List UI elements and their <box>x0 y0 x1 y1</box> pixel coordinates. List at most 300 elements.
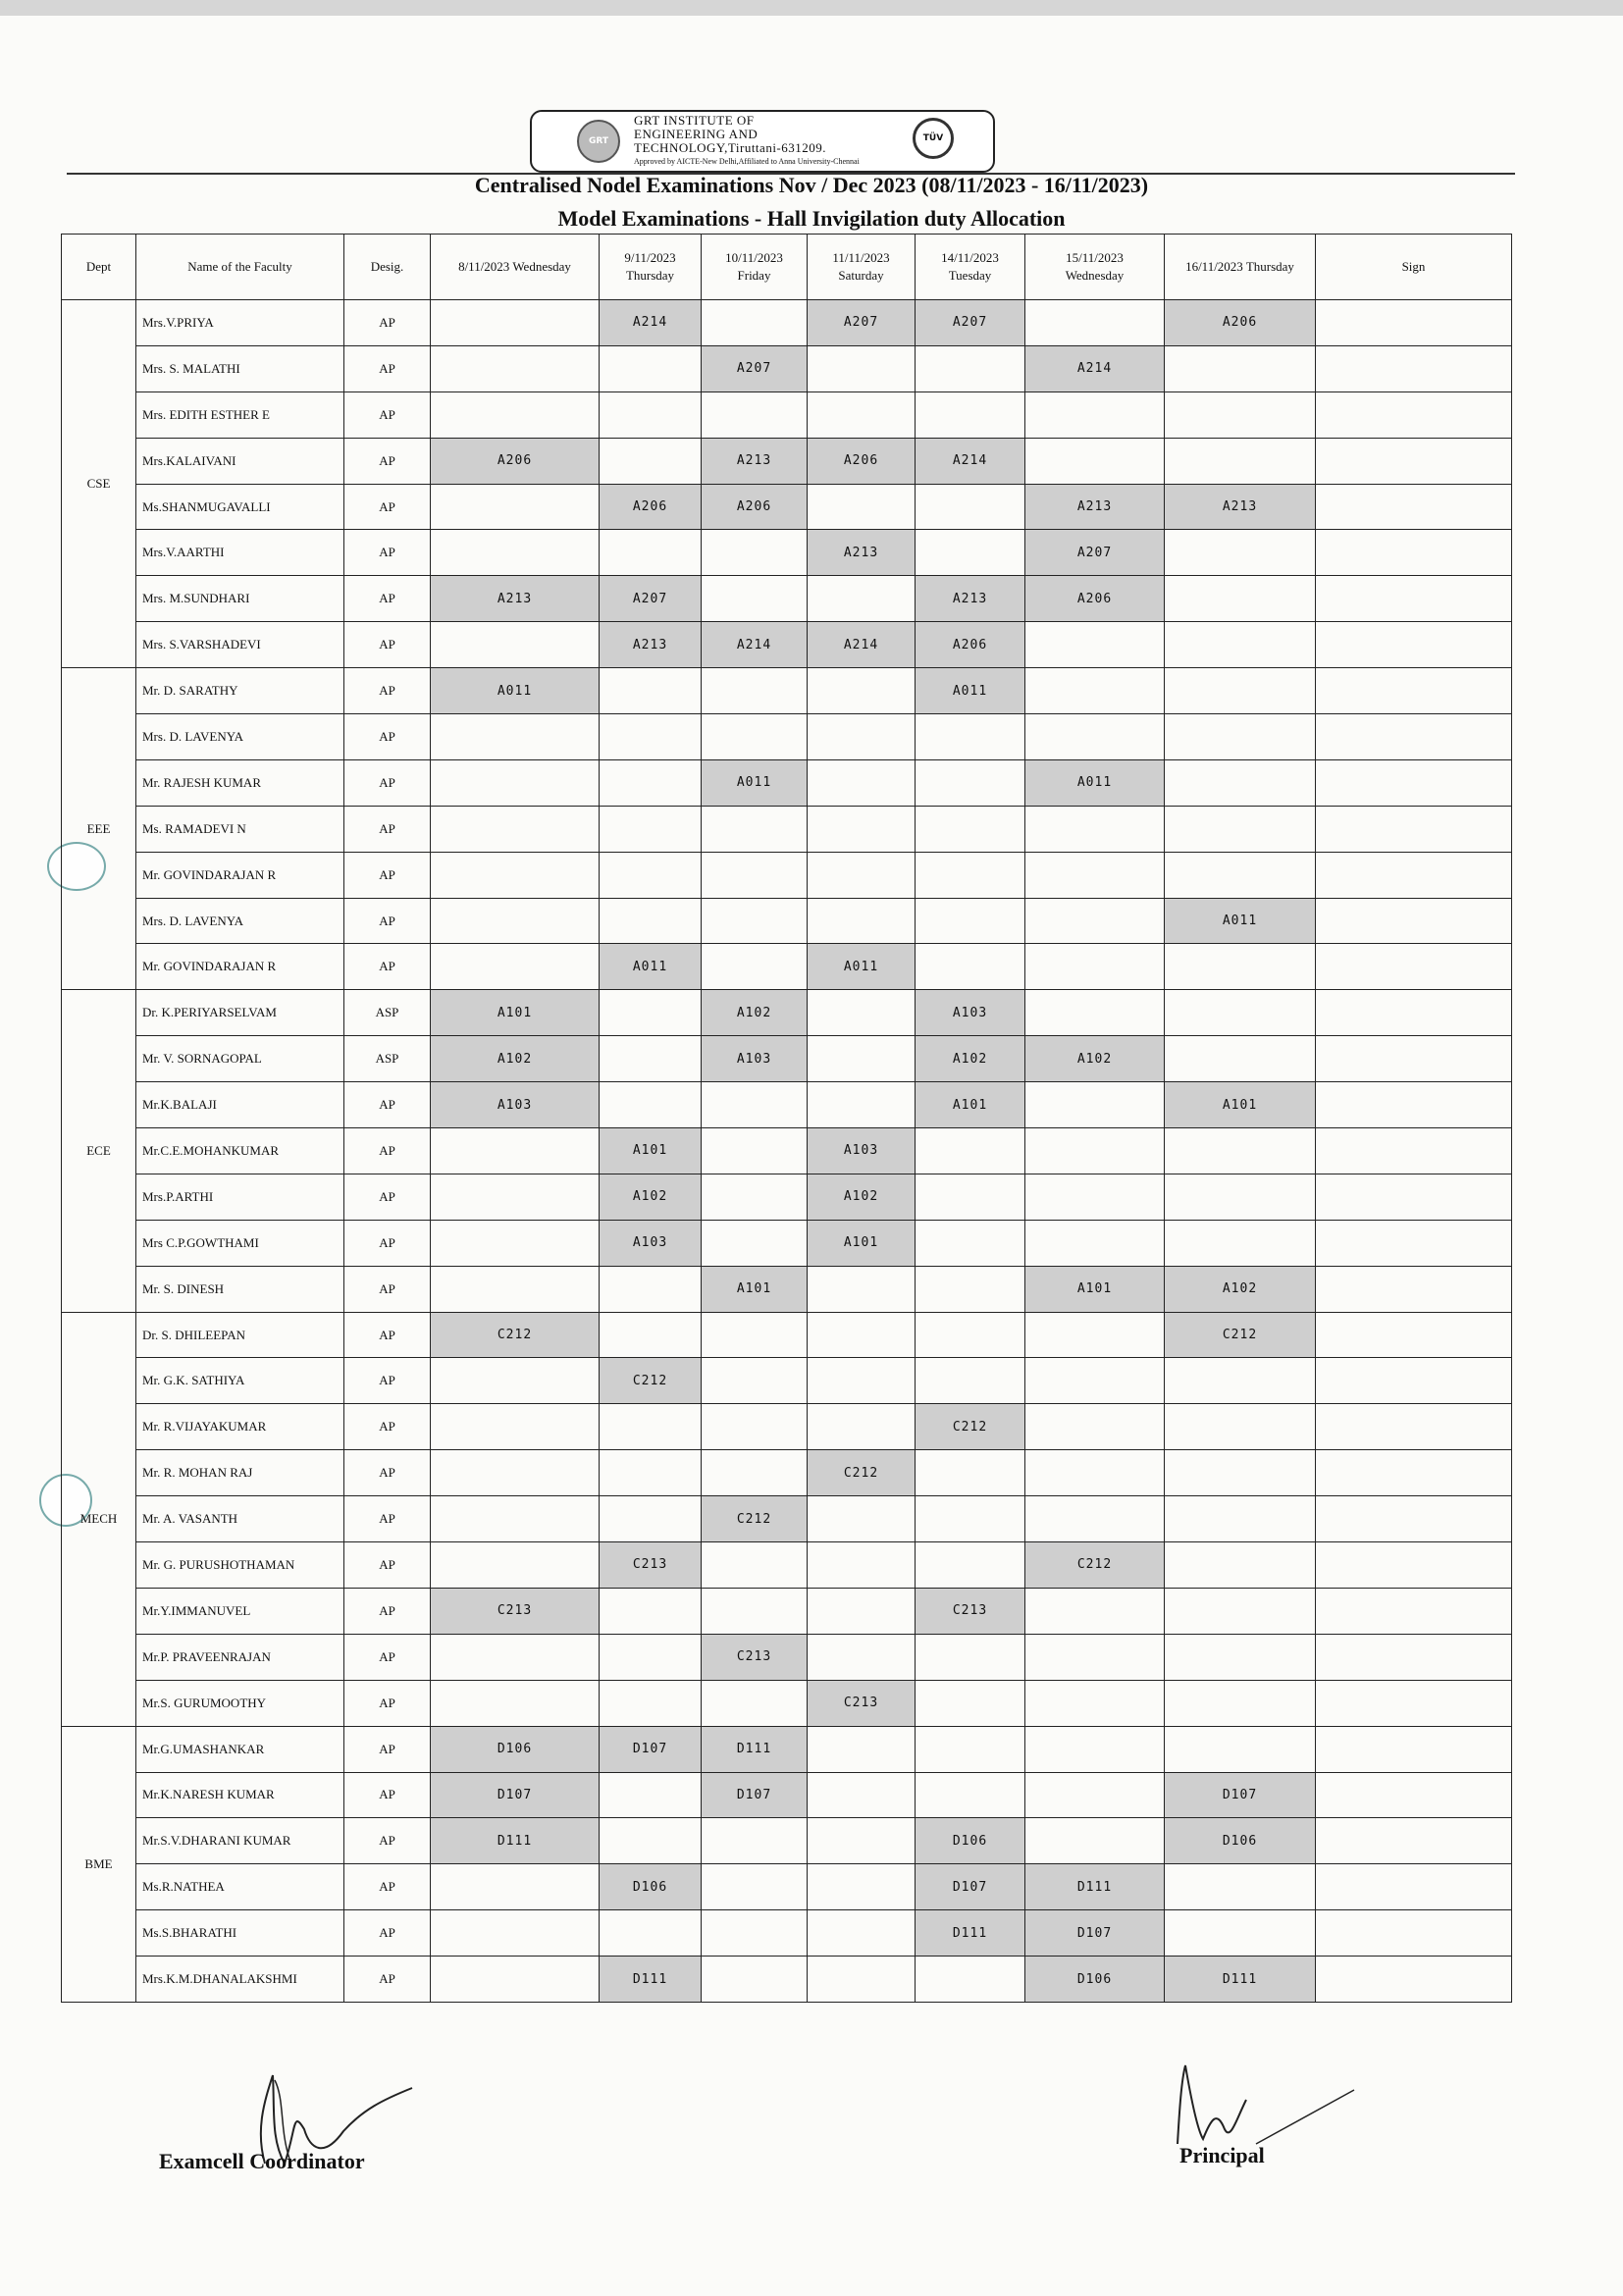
dept-cell: EEE <box>62 668 136 990</box>
hall-allocation-cell <box>702 1910 808 1957</box>
hall-allocation-cell: D107 <box>916 1864 1025 1910</box>
sign-cell <box>1316 1910 1512 1957</box>
hall-allocation-cell: D111 <box>600 1957 702 2003</box>
table-row <box>62 1082 1512 1128</box>
hall-allocation-cell <box>808 1588 916 1634</box>
hall-allocation-cell <box>1165 1910 1316 1957</box>
institute-name-line2: ENGINEERING AND <box>634 127 759 141</box>
designation-cell: AP <box>344 345 431 391</box>
dept-cell: CSE <box>62 300 136 668</box>
hall-allocation-cell <box>431 806 600 852</box>
col-date-6-day: Wednesday <box>1065 268 1125 283</box>
hall-allocation-cell: C213 <box>600 1542 702 1589</box>
hall-allocation-cell <box>702 1220 808 1266</box>
hall-allocation-cell <box>1025 1082 1165 1128</box>
hall-allocation-cell <box>916 530 1025 576</box>
designation-cell: AP <box>344 1957 431 2003</box>
sign-cell <box>1316 1358 1512 1404</box>
hall-allocation-cell <box>1025 668 1165 714</box>
hall-allocation-cell: C212 <box>808 1450 916 1496</box>
hall-allocation-cell: A102 <box>916 1036 1025 1082</box>
faculty-name-cell: Dr. K.PERIYARSELVAM <box>136 990 344 1036</box>
designation-cell: AP <box>344 806 431 852</box>
faculty-name-cell: Mrs. D. LAVENYA <box>136 714 344 760</box>
hall-allocation-cell <box>916 1128 1025 1174</box>
table-row <box>62 1588 1512 1634</box>
hall-allocation-cell: A103 <box>431 1082 600 1128</box>
sign-cell <box>1316 1036 1512 1082</box>
hall-allocation-cell: A101 <box>702 1266 808 1312</box>
designation-cell: AP <box>344 530 431 576</box>
hall-allocation-cell <box>1165 1634 1316 1680</box>
hall-allocation-cell <box>1165 990 1316 1036</box>
hall-allocation-cell: A102 <box>1025 1036 1165 1082</box>
sign-cell <box>1316 1680 1512 1726</box>
hall-allocation-cell: D107 <box>600 1726 702 1772</box>
sign-cell <box>1316 438 1512 484</box>
coordinator-signature-label: Examcell Coordinator <box>159 2149 365 2173</box>
dept-cell: BME <box>62 1726 136 2002</box>
hall-allocation-cell <box>600 1312 702 1358</box>
hall-allocation-cell <box>1165 345 1316 391</box>
sign-cell <box>1316 530 1512 576</box>
hall-allocation-cell <box>600 714 702 760</box>
hall-allocation-cell <box>808 990 916 1036</box>
hall-allocation-cell <box>600 1496 702 1542</box>
hall-allocation-cell: C213 <box>916 1588 1025 1634</box>
hall-allocation-cell <box>916 1957 1025 2003</box>
designation-cell: AP <box>344 852 431 898</box>
hall-allocation-cell <box>431 898 600 944</box>
hall-allocation-cell <box>1165 1680 1316 1726</box>
document-title: Centralised Nodel Examinations Nov / Dec 2023 (08/11/2023 - 16/11/2023) <box>474 173 1149 197</box>
faculty-name-cell: Mrs C.P.GOWTHAMI <box>136 1220 344 1266</box>
hall-allocation-cell <box>1165 759 1316 806</box>
designation-cell: ASP <box>344 1036 431 1082</box>
hall-allocation-cell <box>916 1542 1025 1589</box>
hall-allocation-cell <box>916 714 1025 760</box>
faculty-name-cell: Mr. RAJESH KUMAR <box>136 759 344 806</box>
col-date-1: 8/11/2023 Wednesday <box>431 235 600 300</box>
faculty-name-cell: Mr.K.BALAJI <box>136 1082 344 1128</box>
hall-allocation-cell: A101 <box>1165 1082 1316 1128</box>
hall-allocation-cell <box>431 944 600 990</box>
hall-allocation-cell <box>600 1772 702 1818</box>
hall-allocation-cell <box>431 1910 600 1957</box>
hall-allocation-cell <box>916 345 1025 391</box>
hall-allocation-cell <box>702 1404 808 1450</box>
designation-cell: ASP <box>344 990 431 1036</box>
hall-allocation-cell: D111 <box>1165 1957 1316 2003</box>
hall-allocation-cell <box>1165 1588 1316 1634</box>
sign-cell <box>1316 1634 1512 1680</box>
hall-allocation-cell <box>1025 1128 1165 1174</box>
table-row <box>62 1036 1512 1082</box>
hall-allocation-cell: C212 <box>1025 1542 1165 1589</box>
faculty-name-cell: Mrs.V.AARTHI <box>136 530 344 576</box>
hall-allocation-cell <box>1025 1404 1165 1450</box>
hall-allocation-cell <box>808 1864 916 1910</box>
sign-cell <box>1316 714 1512 760</box>
hall-allocation-cell: A011 <box>1165 898 1316 944</box>
hall-allocation-cell <box>600 1266 702 1312</box>
hall-allocation-cell <box>431 714 600 760</box>
hall-allocation-cell <box>702 714 808 760</box>
designation-cell: AP <box>344 622 431 668</box>
hall-allocation-cell: A207 <box>1025 530 1165 576</box>
designation-cell: AP <box>344 1358 431 1404</box>
hall-allocation-cell <box>702 1957 808 2003</box>
hall-allocation-cell: C212 <box>916 1404 1025 1450</box>
sign-cell <box>1316 1404 1512 1450</box>
hall-allocation-cell <box>431 1128 600 1174</box>
col-date-2 <box>600 235 702 300</box>
sign-cell <box>1316 806 1512 852</box>
sign-cell <box>1316 484 1512 530</box>
hall-allocation-cell <box>1165 944 1316 990</box>
designation-cell: AP <box>344 1680 431 1726</box>
hall-allocation-cell <box>702 1588 808 1634</box>
faculty-name-cell: Mrs. S.VARSHADEVI <box>136 622 344 668</box>
faculty-name-cell: Mrs. D. LAVENYA <box>136 898 344 944</box>
table-row <box>62 852 1512 898</box>
hall-allocation-cell <box>1165 1864 1316 1910</box>
hall-allocation-cell <box>916 898 1025 944</box>
sign-cell <box>1316 1312 1512 1358</box>
certification-logo: TÜV <box>913 118 954 159</box>
table-row <box>62 1864 1512 1910</box>
hall-allocation-cell: C213 <box>808 1680 916 1726</box>
hall-allocation-cell <box>1025 1588 1165 1634</box>
hall-allocation-cell <box>600 1404 702 1450</box>
hall-allocation-cell <box>808 1082 916 1128</box>
sign-cell <box>1316 759 1512 806</box>
hall-allocation-cell <box>702 1358 808 1404</box>
hall-allocation-cell <box>808 1957 916 2003</box>
designation-cell: AP <box>344 1220 431 1266</box>
hall-allocation-cell: D107 <box>702 1772 808 1818</box>
hall-allocation-cell: C212 <box>702 1496 808 1542</box>
faculty-name-cell: Mr. GOVINDARAJAN R <box>136 944 344 990</box>
hall-allocation-cell <box>600 806 702 852</box>
hall-allocation-cell <box>916 1174 1025 1220</box>
designation-cell: AP <box>344 944 431 990</box>
hall-allocation-cell <box>916 484 1025 530</box>
hall-allocation-cell: A206 <box>808 438 916 484</box>
faculty-name-cell: Mrs.P.ARTHI <box>136 1174 344 1220</box>
hall-allocation-cell <box>808 345 916 391</box>
designation-cell: AP <box>344 1404 431 1450</box>
hall-allocation-cell: A214 <box>1025 345 1165 391</box>
hall-allocation-cell <box>916 1772 1025 1818</box>
table-row <box>62 714 1512 760</box>
hall-allocation-cell <box>1025 391 1165 438</box>
hall-allocation-cell: A101 <box>916 1082 1025 1128</box>
hall-allocation-cell <box>702 1450 808 1496</box>
hall-allocation-cell <box>702 300 808 346</box>
sign-cell <box>1316 345 1512 391</box>
hall-allocation-cell: A207 <box>600 576 702 622</box>
hall-allocation-cell <box>916 391 1025 438</box>
hall-allocation-cell: D111 <box>916 1910 1025 1957</box>
hall-allocation-cell <box>431 622 600 668</box>
hall-allocation-cell: A011 <box>431 668 600 714</box>
designation-cell: AP <box>344 898 431 944</box>
hall-allocation-cell <box>808 391 916 438</box>
sign-cell <box>1316 1220 1512 1266</box>
hall-allocation-cell <box>1165 1174 1316 1220</box>
hall-allocation-cell <box>916 1680 1025 1726</box>
hall-allocation-cell <box>1025 438 1165 484</box>
hall-allocation-cell <box>916 1450 1025 1496</box>
hall-allocation-cell <box>1165 391 1316 438</box>
faculty-name-cell: Mr. G. PURUSHOTHAMAN <box>136 1542 344 1589</box>
hall-allocation-cell <box>1025 990 1165 1036</box>
hall-allocation-cell <box>600 1818 702 1864</box>
hall-allocation-cell: D111 <box>1025 1864 1165 1910</box>
faculty-name-cell: Mr. R. MOHAN RAJ <box>136 1450 344 1496</box>
institute-logo: GRT <box>577 120 620 163</box>
hall-allocation-cell <box>916 852 1025 898</box>
sign-cell <box>1316 622 1512 668</box>
designation-cell: AP <box>344 1128 431 1174</box>
designation-cell: AP <box>344 668 431 714</box>
hall-allocation-cell <box>808 484 916 530</box>
hall-allocation-cell <box>431 1404 600 1450</box>
hall-allocation-cell: D106 <box>600 1864 702 1910</box>
hall-allocation-cell: A213 <box>431 576 600 622</box>
hall-allocation-cell <box>702 1818 808 1864</box>
designation-cell: AP <box>344 1588 431 1634</box>
hall-allocation-cell <box>1025 622 1165 668</box>
hall-allocation-cell <box>431 300 600 346</box>
hall-allocation-cell: A102 <box>808 1174 916 1220</box>
hall-allocation-cell <box>1025 300 1165 346</box>
table-body <box>62 300 1512 2003</box>
faculty-name-cell: Ms.S.BHARATHI <box>136 1910 344 1957</box>
hall-allocation-cell: A103 <box>600 1220 702 1266</box>
col-date-2-date: 9/11/2023 <box>624 250 676 265</box>
sign-cell <box>1316 1496 1512 1542</box>
hall-allocation-cell <box>702 530 808 576</box>
hall-allocation-cell <box>1025 1174 1165 1220</box>
hall-allocation-cell <box>702 806 808 852</box>
hall-allocation-cell: D107 <box>1165 1772 1316 1818</box>
hall-allocation-cell <box>808 759 916 806</box>
hall-allocation-cell: A214 <box>916 438 1025 484</box>
hall-allocation-cell: D111 <box>702 1726 808 1772</box>
hall-allocation-cell <box>431 1220 600 1266</box>
institute-header <box>530 110 995 173</box>
hall-allocation-cell: A101 <box>431 990 600 1036</box>
faculty-name-cell: Mrs. S. MALATHI <box>136 345 344 391</box>
faculty-name-cell: Mr.C.E.MOHANKUMAR <box>136 1128 344 1174</box>
table-row <box>62 1726 1512 1772</box>
sign-cell <box>1316 300 1512 346</box>
sign-cell <box>1316 1542 1512 1589</box>
sign-cell <box>1316 1864 1512 1910</box>
hall-allocation-cell <box>431 1496 600 1542</box>
hall-allocation-cell <box>702 1312 808 1358</box>
sign-cell <box>1316 576 1512 622</box>
faculty-name-cell: Mr.P. PRAVEENRAJAN <box>136 1634 344 1680</box>
table-row <box>62 1404 1512 1450</box>
hall-allocation-cell: A206 <box>431 438 600 484</box>
sign-cell <box>1316 1772 1512 1818</box>
hall-allocation-cell: A213 <box>600 622 702 668</box>
col-date-3-day: Friday <box>737 268 771 283</box>
hall-allocation-cell: A214 <box>600 300 702 346</box>
hall-allocation-cell <box>702 576 808 622</box>
hall-allocation-cell <box>916 1496 1025 1542</box>
hall-allocation-cell: A214 <box>702 622 808 668</box>
hall-allocation-cell <box>1165 1220 1316 1266</box>
hall-allocation-cell <box>431 1174 600 1220</box>
table-row <box>62 1542 1512 1589</box>
hall-allocation-cell <box>1025 1818 1165 1864</box>
faculty-name-cell: Mrs.KALAIVANI <box>136 438 344 484</box>
hall-allocation-cell: D106 <box>431 1726 600 1772</box>
hall-allocation-cell <box>916 759 1025 806</box>
sign-cell <box>1316 852 1512 898</box>
hall-allocation-cell: D106 <box>916 1818 1025 1864</box>
hall-allocation-cell <box>1165 1036 1316 1082</box>
hall-allocation-cell <box>1165 1404 1316 1450</box>
col-date-5-date: 14/11/2023 <box>941 250 999 265</box>
hall-allocation-cell <box>1165 438 1316 484</box>
table-row <box>62 1128 1512 1174</box>
designation-cell: AP <box>344 576 431 622</box>
sign-cell <box>1316 898 1512 944</box>
hall-allocation-cell <box>1165 622 1316 668</box>
hall-allocation-cell <box>431 1864 600 1910</box>
table-row <box>62 530 1512 576</box>
hall-allocation-cell: D106 <box>1025 1957 1165 2003</box>
table-row <box>62 391 1512 438</box>
faculty-name-cell: Mr.S. GURUMOOTHY <box>136 1680 344 1726</box>
hall-allocation-cell <box>702 1542 808 1589</box>
principal-signature-label: Principal <box>1179 2143 1265 2167</box>
hall-allocation-cell <box>1165 1496 1316 1542</box>
designation-cell: AP <box>344 1772 431 1818</box>
faculty-name-cell: Mr. A. VASANTH <box>136 1496 344 1542</box>
table-row <box>62 1680 1512 1726</box>
table-row <box>62 1910 1512 1957</box>
hall-allocation-cell: D107 <box>431 1772 600 1818</box>
table-row <box>62 484 1512 530</box>
hall-allocation-cell <box>600 438 702 484</box>
hall-allocation-cell <box>808 1634 916 1680</box>
hall-allocation-cell <box>600 759 702 806</box>
designation-cell: AP <box>344 1726 431 1772</box>
col-dept: Dept <box>62 235 136 300</box>
col-date-6-date: 15/11/2023 <box>1066 250 1124 265</box>
hall-allocation-cell <box>600 990 702 1036</box>
hall-allocation-cell <box>1165 1128 1316 1174</box>
hall-allocation-cell <box>808 1772 916 1818</box>
hall-allocation-cell: A207 <box>916 300 1025 346</box>
hall-allocation-cell: C212 <box>1165 1312 1316 1358</box>
table-row <box>62 1818 1512 1864</box>
col-date-4 <box>808 235 916 300</box>
hall-allocation-cell: A102 <box>702 990 808 1036</box>
hall-allocation-cell <box>600 1036 702 1082</box>
sign-cell <box>1316 990 1512 1036</box>
hall-allocation-cell <box>600 898 702 944</box>
col-date-6 <box>1025 235 1165 300</box>
faculty-name-cell: Mr. R.VIJAYAKUMAR <box>136 1404 344 1450</box>
hall-allocation-cell <box>1165 576 1316 622</box>
hall-allocation-cell <box>1025 1726 1165 1772</box>
hall-allocation-cell: A101 <box>600 1128 702 1174</box>
hall-allocation-cell <box>431 1680 600 1726</box>
col-date-3-date: 10/11/2023 <box>725 250 783 265</box>
hall-allocation-cell <box>1025 898 1165 944</box>
hall-allocation-cell <box>1165 1726 1316 1772</box>
institute-name-line3: TECHNOLOGY,Tiruttani-631209. <box>634 140 827 155</box>
hall-allocation-cell <box>600 1910 702 1957</box>
hall-allocation-cell <box>808 1542 916 1589</box>
hall-allocation-cell: A213 <box>916 576 1025 622</box>
hall-allocation-cell: A213 <box>702 438 808 484</box>
table-row <box>62 1220 1512 1266</box>
hall-allocation-cell <box>702 898 808 944</box>
hall-allocation-cell: A206 <box>702 484 808 530</box>
hall-allocation-cell <box>808 898 916 944</box>
hall-allocation-cell: A102 <box>1165 1266 1316 1312</box>
sign-cell <box>1316 1588 1512 1634</box>
hall-allocation-cell <box>600 1082 702 1128</box>
faculty-name-cell: Mr.K.NARESH KUMAR <box>136 1772 344 1818</box>
designation-cell: AP <box>344 391 431 438</box>
hall-allocation-cell <box>808 1312 916 1358</box>
table-header-row <box>62 235 1512 300</box>
col-date-4-date: 11/11/2023 <box>832 250 890 265</box>
sign-cell <box>1316 391 1512 438</box>
sign-cell <box>1316 1957 1512 2003</box>
hall-allocation-cell: A102 <box>600 1174 702 1220</box>
table-row <box>62 898 1512 944</box>
hall-allocation-cell: C213 <box>702 1634 808 1680</box>
col-date-5-day: Tuesday <box>948 268 992 283</box>
table-row <box>62 576 1512 622</box>
hall-allocation-cell: A101 <box>808 1220 916 1266</box>
hall-allocation-cell <box>808 1404 916 1450</box>
hall-allocation-cell: A214 <box>808 622 916 668</box>
hall-allocation-cell <box>600 530 702 576</box>
hall-allocation-cell <box>1165 1450 1316 1496</box>
hall-allocation-cell: A206 <box>1025 576 1165 622</box>
hall-allocation-cell <box>916 944 1025 990</box>
hall-allocation-cell <box>431 1634 600 1680</box>
designation-cell: AP <box>344 1312 431 1358</box>
hall-allocation-cell <box>808 668 916 714</box>
table-row <box>62 300 1512 346</box>
faculty-name-cell: Ms.SHANMUGAVALLI <box>136 484 344 530</box>
faculty-name-cell: Mrs. M.SUNDHARI <box>136 576 344 622</box>
dept-cell: MECH <box>62 1312 136 1726</box>
hall-allocation-cell: A213 <box>808 530 916 576</box>
table-row <box>62 668 1512 714</box>
faculty-name-cell: Mrs. EDITH ESTHER E <box>136 391 344 438</box>
designation-cell: AP <box>344 1634 431 1680</box>
hall-allocation-cell <box>1025 806 1165 852</box>
designation-cell: AP <box>344 438 431 484</box>
hall-allocation-cell <box>808 1910 916 1957</box>
hall-allocation-cell <box>916 806 1025 852</box>
hall-allocation-cell <box>916 1634 1025 1680</box>
col-date-2-day: Thursday <box>625 268 675 283</box>
